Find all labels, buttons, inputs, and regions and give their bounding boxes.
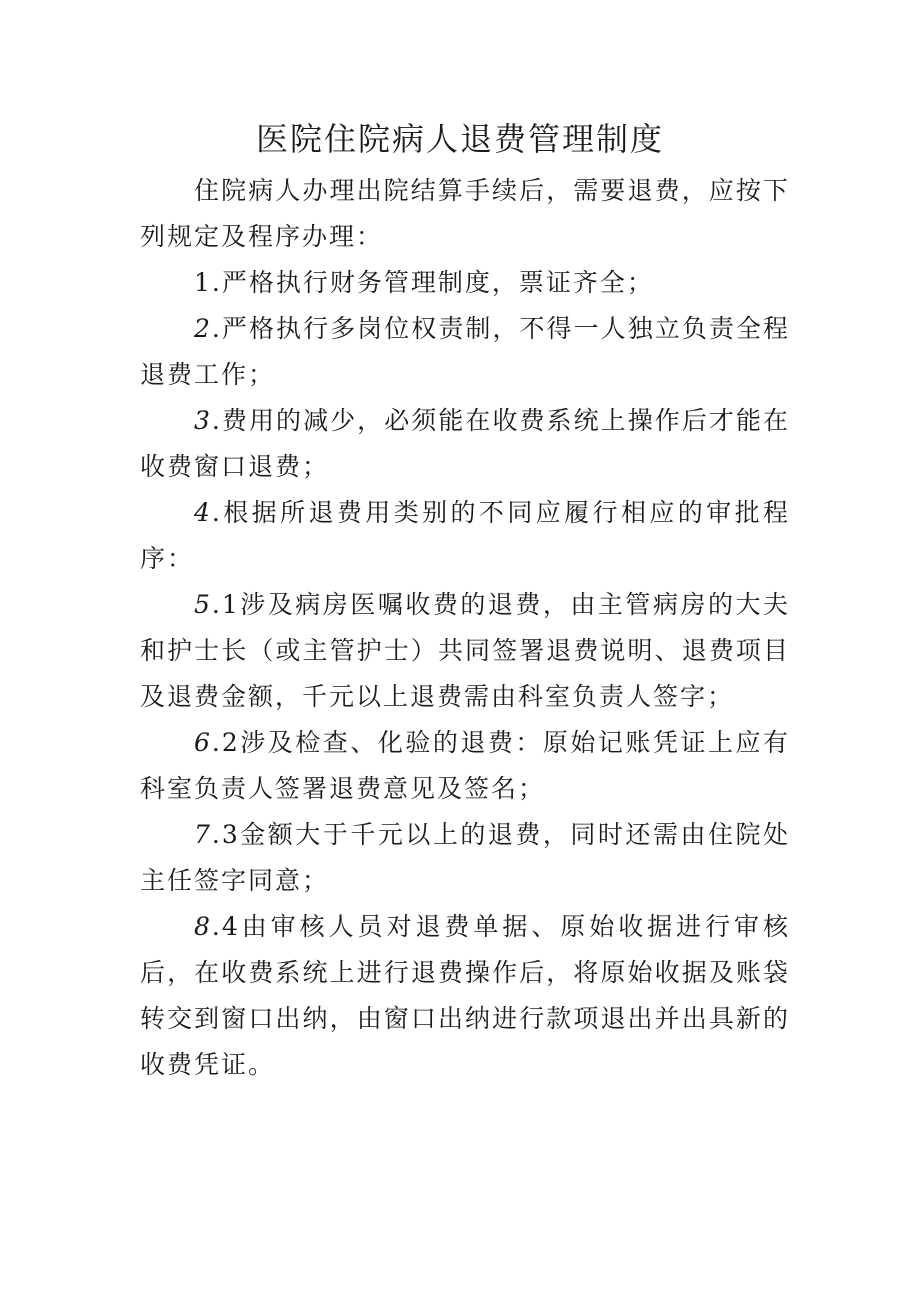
paragraph-number: 7 bbox=[194, 820, 212, 849]
paragraph-intro bbox=[140, 168, 790, 260]
paragraph-number: 4 bbox=[194, 498, 212, 527]
paragraph-text: .根据所退费用类别的不同应履行相应的审批程序： bbox=[140, 498, 790, 573]
paragraph-number: 5 bbox=[194, 590, 212, 619]
paragraph-text: .4由审核人员对退费单据、原始收据进行审核后，在收费系统上进行退费操作后，将原始收据及账袋转交到窗口出纳，由窗口出纳进行款项退出并出具新的收费凭证。 bbox=[140, 912, 790, 1079]
document-title: 医院住院病人退费管理制度 bbox=[255, 120, 664, 158]
paragraph-number: 3 bbox=[194, 406, 212, 435]
paragraph-text: 住院病人办理出院结算手续后，需要退费，应按下列规定及程序办理： bbox=[140, 176, 790, 251]
paragraph-text: .1涉及病房医嘱收费的退费，由主管病房的大夫和护士长（或主管护士）共同签署退费说明、退费项目及退费金额，千元以上退费需由科室负责人签字； bbox=[140, 590, 790, 711]
document-body bbox=[140, 168, 790, 1088]
paragraph-item-6 bbox=[140, 720, 790, 812]
paragraph-item-4 bbox=[140, 490, 790, 582]
paragraph-text: .严格执行多岗位权责制，不得一人独立负责全程退费工作； bbox=[140, 314, 790, 389]
paragraph-text: .费用的减少，必须能在收费系统上操作后才能在收费窗口退费； bbox=[140, 406, 790, 481]
paragraph-item-1 bbox=[140, 260, 790, 306]
paragraph-text: 1.严格执行财务管理制度，票证齐全； bbox=[194, 268, 654, 297]
paragraph-item-5 bbox=[140, 582, 790, 720]
paragraph-text: .2涉及检查、化验的退费：原始记账凭证上应有科室负责人签署退费意见及签名； bbox=[140, 728, 790, 803]
paragraph-item-3 bbox=[140, 398, 790, 490]
paragraph-number: 8 bbox=[194, 912, 212, 941]
paragraph-item-2 bbox=[140, 306, 790, 398]
paragraph-item-8 bbox=[140, 904, 790, 1088]
paragraph-text: .3金额大于千元以上的退费，同时还需由住院处主任签字同意； bbox=[140, 820, 790, 895]
paragraph-item-7 bbox=[140, 812, 790, 904]
paragraph-number: 6 bbox=[194, 728, 212, 757]
paragraph-number: 2 bbox=[194, 314, 212, 343]
